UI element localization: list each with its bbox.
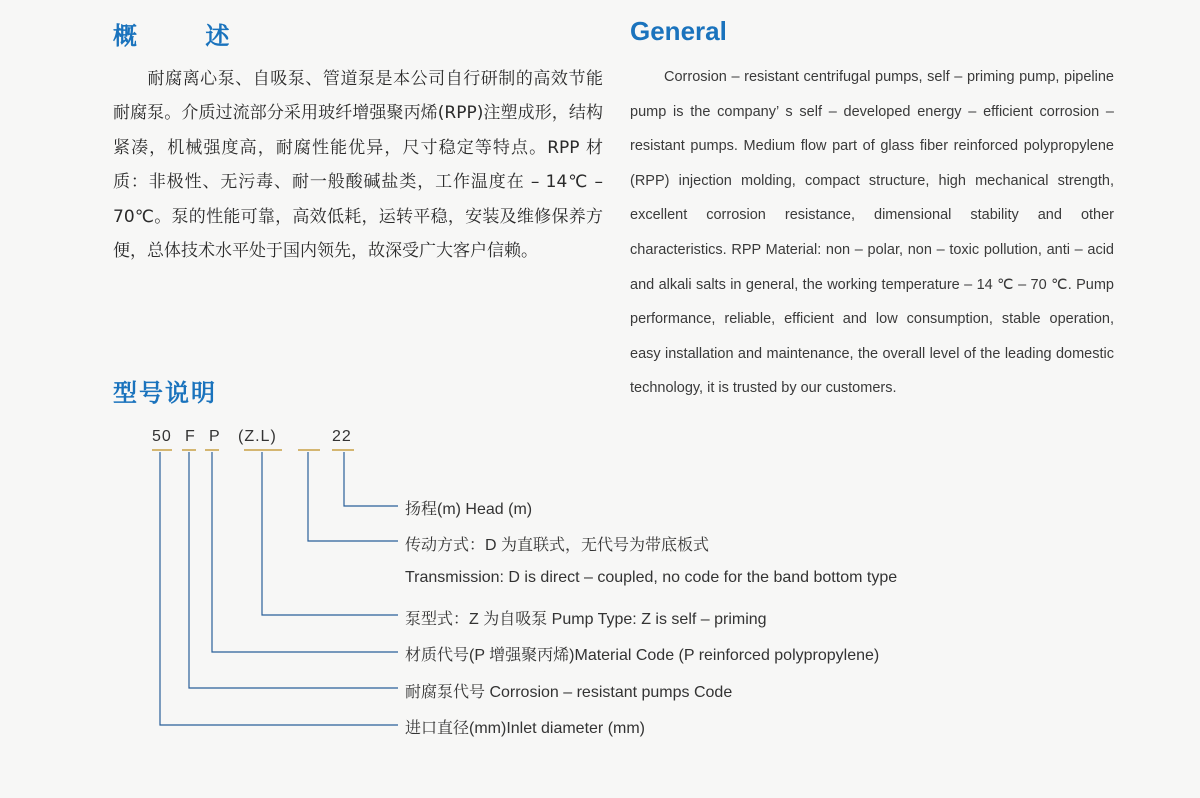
general-text: Corrosion – resistant centrifugal pumps, self – priming pump, pipeline pump is the company’ s self – developed energy – efficient corrosion – resistant pumps. Medium flow part of glass fiber reinforced polypropylene (RPP) injection molding, compact structure, high mechanical strength, excellent corrosion resistance, dimensional stability and other characteristics. RPP Material: non – polar, non – toxic pollution, anti – acid and alkali salts in general, the working temperature – 14 ℃ – 70 ℃. Pump performance, reliable, efficient and low consumption, stable operation, easy installation and maintenance, the overall level of the leading domestic technology, it is trusted by our customers. [630,69,1114,397]
overview-text: 耐腐离心泵、自吸泵、管道泵是本公司自行研制的高效节能耐腐泵。介质过流部分采用玻纤增强聚丙烯(RPP)注塑成形，结构紧凑，机械强度高，耐腐性能优异，尺寸稳定等特点。RPP 材质：非极性、无污毒、耐一般酸碱盐类，工作温度在 – 14℃ – 70℃。泵的性能可靠，高效低耗，运转平稳，安装及维修保养方便，总体技术水平处于国内领先，故深受广大客户信赖。 [113,69,603,262]
connector-material [212,452,398,652]
connector-inlet [160,452,398,725]
connector-transmission [308,452,398,541]
model-heading: 型号说明 [113,379,217,407]
overview-heading: 概 述 [113,22,260,50]
connector-lines [160,452,398,725]
legend-transmission-cn: 传动方式：D 为直联式，无代号为带底板式 [405,537,710,554]
legend-head: 扬程(m) Head (m) [405,501,533,518]
code-material: P [209,428,221,445]
legend-pump-code: 耐腐泵代号 Corrosion – resistant pumps Code [405,684,733,701]
code-pump-type: (Z.L) [238,428,277,445]
legend-inlet-diameter: 进口直径(mm)Inlet diameter (mm) [405,720,646,737]
connector-head [344,452,398,506]
connector-pump-type [262,452,398,615]
code-head: 22 [332,428,352,445]
legend-transmission-en: Transmission: D is direct – coupled, no code for the band bottom type [405,569,898,586]
legend-pump-type: 泵型式：Z 为自吸泵 Pump Type: Z is self – priming [405,611,767,628]
code-corrosion-pump: F [185,428,196,445]
general-heading: General [630,16,727,46]
code-inlet-diameter: 50 [152,428,172,445]
legend-material: 材质代号(P 增强聚丙烯)Material Code (P reinforced polypropylene) [405,647,880,664]
